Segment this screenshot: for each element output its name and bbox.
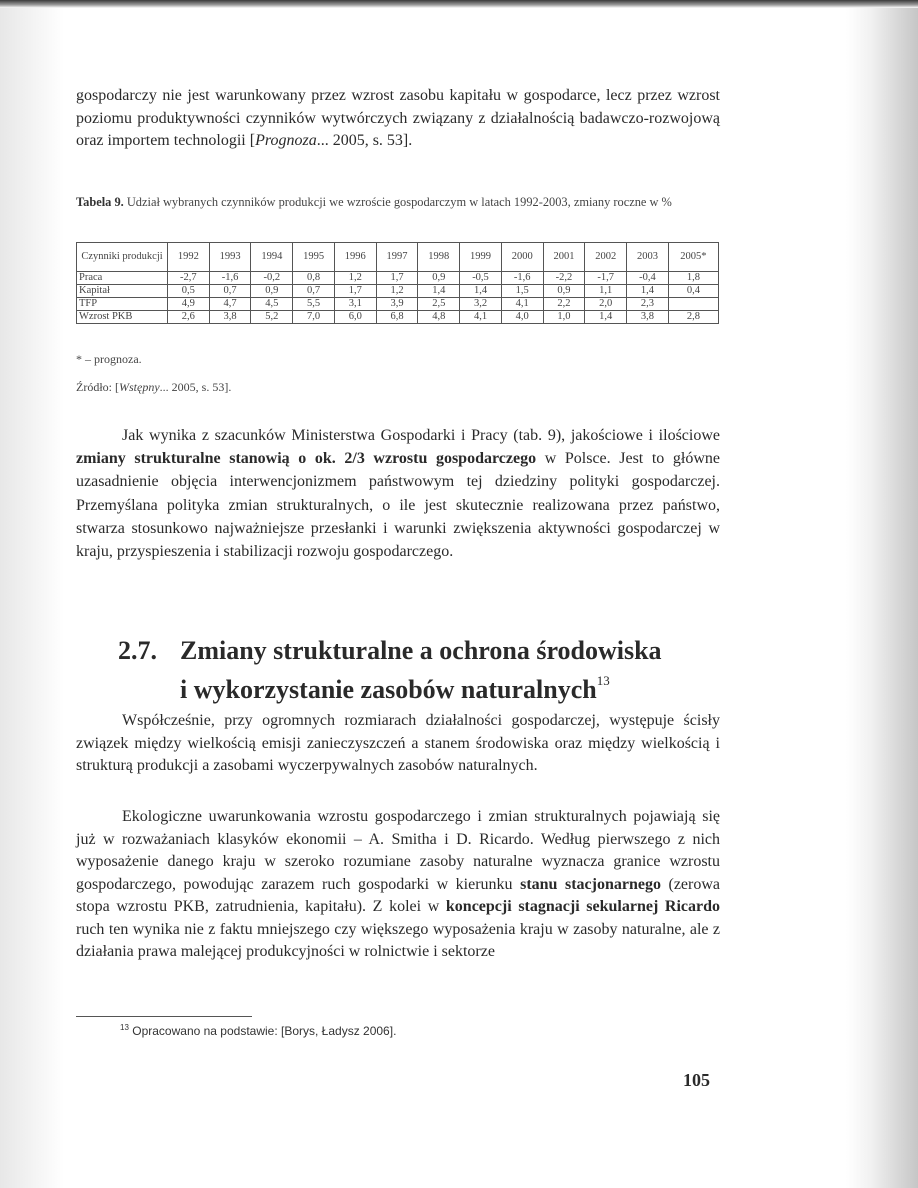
table-cell: -0,4 <box>627 272 669 285</box>
table-cell: 2,2 <box>543 298 585 311</box>
intro-text: gospodarczy nie jest warunkowany przez wzrost zasobu kapitału w gospodarce, lecz przez wzrost poziomu produktywności czynników wytwórczych związany z działalnością badawczo-rozwojową oraz importem technologii [ <box>76 87 720 149</box>
table-cell: 1,7 <box>376 272 418 285</box>
table-cell: 2,6 <box>168 311 210 324</box>
table-cell: 4,1 <box>460 311 502 324</box>
row-label: Praca <box>77 272 168 285</box>
row-label: Wzrost PKB <box>77 311 168 324</box>
para3-text-3: ruch ten wynika nie z faktu mniejszego czy większego wyposażenia kraju w zasoby naturalne, ale z działania prawa malejącej produkcyjności w rolnictwie i sektorze <box>76 920 720 960</box>
table-cell: 0,7 <box>293 285 335 298</box>
table-cell: 3,8 <box>627 311 669 324</box>
year-header: 1995 <box>293 243 335 272</box>
table-cell: 7,0 <box>293 311 335 324</box>
table-cell: 2,0 <box>585 298 627 311</box>
scan-shadow-left <box>0 0 64 1188</box>
page-number: 105 <box>683 1070 710 1090</box>
table-cell: 4,9 <box>168 298 210 311</box>
table-cell: 4,8 <box>418 311 460 324</box>
source-prefix: Źródło: [ <box>76 380 119 394</box>
intro-paragraph <box>76 85 720 153</box>
table-cell: 1,8 <box>668 272 718 285</box>
table-cell: 0,9 <box>251 285 293 298</box>
table-cell: 1,5 <box>501 285 543 298</box>
paragraph-2 <box>76 710 720 778</box>
table-cell: 1,2 <box>376 285 418 298</box>
para2-text: Współcześnie, przy ogromnych rozmiarach działalności gospodarczej, występuje ścisły związek między wielkością emisji zanieczyszczeń a stanem środowiska oraz między wielkością i strukturą produkcji a zasobami wyczerpywalnych zasobów naturalnych. <box>76 712 720 774</box>
para3-text: Ekologiczne uwarunkowania wzrostu gospodarczego i zmian strukturalnych pojawiają się już w rozważaniach klasyków ekonomii – A. Smitha i D. Ricardo. Według pierwszego z nich wyposażenie danego kraju w szeroko rozumiane zasoby naturalne wyznacza granice wzrostu gospodarczego, powodując zarazem ruch gospodarki w kierunku <box>76 808 720 893</box>
table-caption-text: Udział wybranych czynników produkcji we wzroście gospodarczym w latach 1992-2003, zmiany roczne w % <box>126 195 672 209</box>
table-cell <box>668 298 718 311</box>
table-cell: 2,3 <box>627 298 669 311</box>
table-cell: -1,6 <box>209 272 251 285</box>
table-cell: -0,5 <box>460 272 502 285</box>
section-title-line2: i wykorzystanie zasobów naturalnych <box>180 675 597 704</box>
para1-text: Jak wynika z szacunków Ministerstwa Gospodarki i Pracy (tab. 9), jakościowe i ilościowe <box>122 427 720 444</box>
footnote-text: Opracowano na podstawie: [Borys, Ładysz 2006]. <box>132 1024 397 1038</box>
year-header: 2000 <box>501 243 543 272</box>
table-cell: 4,1 <box>501 298 543 311</box>
table-row <box>77 285 719 298</box>
scan-shadow-right <box>846 0 918 1188</box>
intro-cite: Prognoza <box>255 132 317 149</box>
table-cell: 1,0 <box>543 311 585 324</box>
table-cell: 5,5 <box>293 298 335 311</box>
table-cell: 0,5 <box>168 285 210 298</box>
paragraph-3 <box>76 806 720 964</box>
source-italic: Wstępny <box>119 380 160 394</box>
para3-bold-1: stanu stacjonarnego <box>520 875 661 893</box>
table-row <box>77 298 719 311</box>
table-caption <box>76 193 720 211</box>
year-header: 1992 <box>168 243 210 272</box>
table-cell: 1,4 <box>460 285 502 298</box>
table-cell: 0,9 <box>543 285 585 298</box>
table-header-row <box>77 243 719 272</box>
para1-bold: zmiany strukturalne stanowią o ok. 2/3 wzrostu gospodarczego <box>76 450 537 468</box>
table-cell: 0,7 <box>209 285 251 298</box>
table-cell: 0,4 <box>668 285 718 298</box>
para3-bold-2: koncepcji stagnacji sekularnej Ricardo <box>445 898 721 915</box>
table-cell: 1,4 <box>418 285 460 298</box>
year-header: 1999 <box>460 243 502 272</box>
table-cell: 0,9 <box>418 272 460 285</box>
table-cell: 4,5 <box>251 298 293 311</box>
intro-cite-rest: ... 2005, s. 53]. <box>316 132 413 149</box>
row-label: Kapitał <box>77 285 168 298</box>
table-cell: 6,8 <box>376 311 418 324</box>
table-footnote-star: * – prognoza. <box>76 352 142 366</box>
header-label: Czynniki produkcji <box>77 243 168 272</box>
table-cell: 1,4 <box>585 311 627 324</box>
table-cell: 2,5 <box>418 298 460 311</box>
table-cell: 1,2 <box>334 272 376 285</box>
year-header: 1997 <box>376 243 418 272</box>
table-cell: 6,0 <box>334 311 376 324</box>
table-row <box>77 272 719 285</box>
table-cell: 5,2 <box>251 311 293 324</box>
table-cell: 2,8 <box>668 311 718 324</box>
table-cell: 1,4 <box>627 285 669 298</box>
source-rest: ... 2005, s. 53]. <box>159 380 232 394</box>
table-cell: -2,2 <box>543 272 585 285</box>
table-cell: 3,1 <box>334 298 376 311</box>
section-number: 2.7. <box>118 636 157 665</box>
table-cell: 4,0 <box>501 311 543 324</box>
footnote-number: 13 <box>120 1023 129 1032</box>
year-header: 2001 <box>543 243 585 272</box>
table-cell: -1,6 <box>501 272 543 285</box>
footnote-divider <box>76 1016 252 1017</box>
table-row <box>77 311 719 324</box>
year-header: 2003 <box>627 243 669 272</box>
section-title-line1: Zmiany strukturalne a ochrona środowiska <box>180 636 662 665</box>
year-header: 1998 <box>418 243 460 272</box>
paragraph-1 <box>76 424 720 563</box>
table-cell: -1,7 <box>585 272 627 285</box>
table-caption-label: Tabela 9. <box>76 195 124 209</box>
table-cell: 3,9 <box>376 298 418 311</box>
footnote <box>120 1023 396 1038</box>
year-header: 2005* <box>668 243 718 272</box>
year-header: 1996 <box>334 243 376 272</box>
year-header: 1993 <box>209 243 251 272</box>
para1-text-rest: w Polsce. Jest to główne uzasadnienie objęcia interwencjonizmem państwowym tej dziedziny polityki gospodarczej. Przemyślana polityka zmian strukturalnych, o ile jest skutecznie realizowana przez państwo, stwarza stosunkowo najważniejsze przesłanki i warunki zwiększenia aktywności gospodarczej w kraju, przyspieszenia i stabilizacji rozwoju gospodarczego. <box>76 450 721 561</box>
table-cell: 1,1 <box>585 285 627 298</box>
section-heading <box>118 636 738 705</box>
table-cell: 3,2 <box>460 298 502 311</box>
scan-shadow-top <box>0 0 918 8</box>
table-cell: 3,8 <box>209 311 251 324</box>
data-table <box>76 242 719 324</box>
section-footnote-ref: 13 <box>596 673 610 688</box>
table-cell: -2,7 <box>168 272 210 285</box>
table-cell: 4,7 <box>209 298 251 311</box>
table-cell: 1,7 <box>334 285 376 298</box>
year-header: 1994 <box>251 243 293 272</box>
para3-text-2: (zerowa stopa wzrostu PKB, zatrudnienia, kapitału). Z kolei w <box>76 875 721 915</box>
table-source <box>76 380 231 395</box>
row-label: TFP <box>77 298 168 311</box>
year-header: 2002 <box>585 243 627 272</box>
table-cell: 0,8 <box>293 272 335 285</box>
table-cell: -0,2 <box>251 272 293 285</box>
